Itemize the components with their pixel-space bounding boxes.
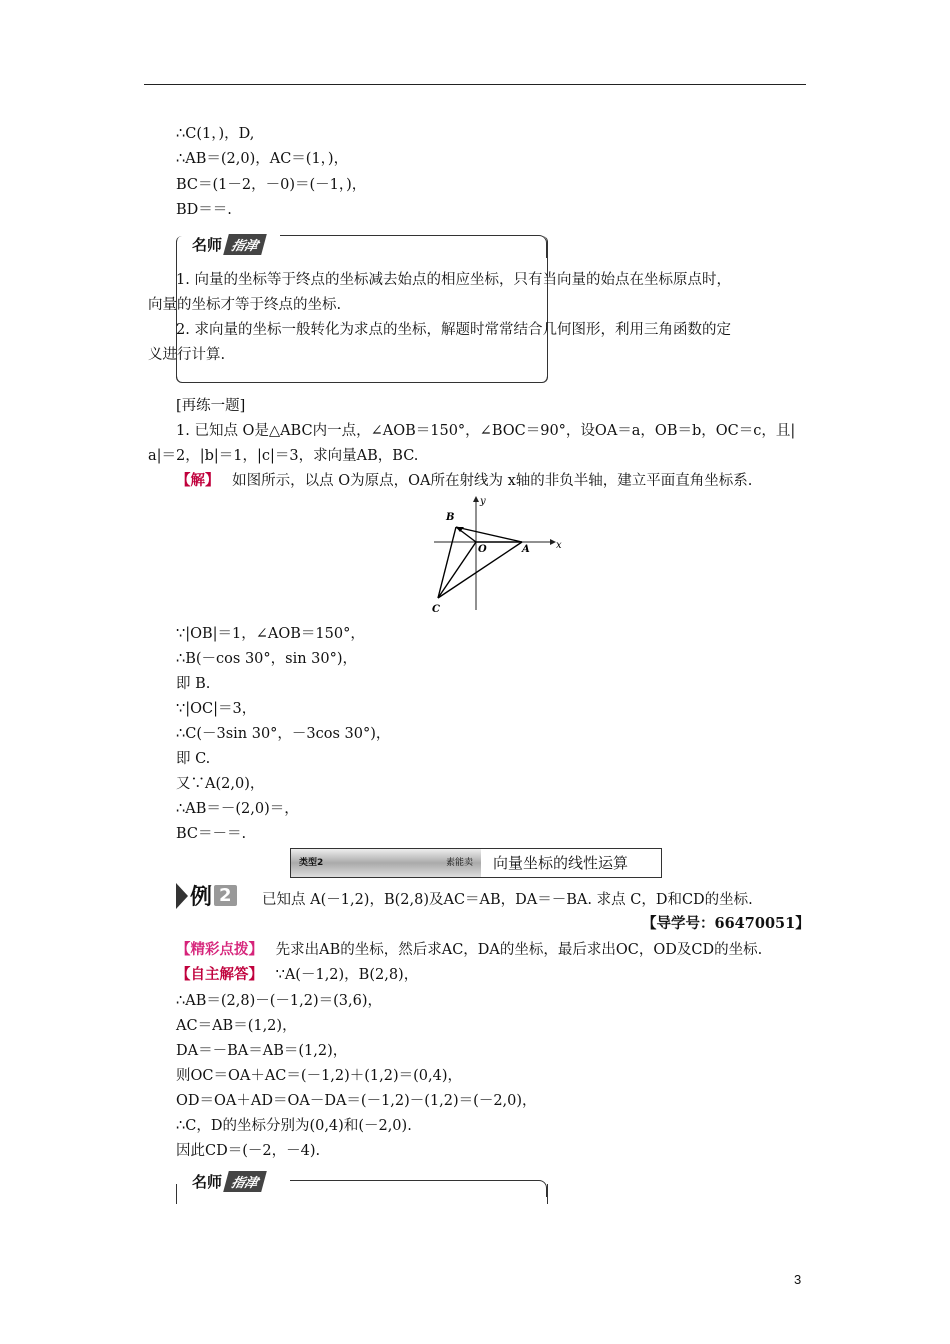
- answer-line: [176, 965, 418, 985]
- y-axis-arrow: [473, 496, 479, 502]
- tip-label-2: [186, 1170, 264, 1192]
- solution-tag: 【解】: [176, 472, 220, 489]
- label-c: C: [432, 604, 440, 615]
- sol-line-3: 即 B.: [176, 676, 211, 692]
- answer-line-1: ∴AB＝(2,8)－(－1,2)＝(3,6)，: [176, 993, 382, 1009]
- example-label: 例: [190, 885, 213, 910]
- label-y: y: [480, 496, 486, 507]
- practice-problem-2: a|＝2，|b|＝1，|c|＝3，求向量AB，BC.: [148, 448, 419, 464]
- sol-line-9: BC＝－＝.: [176, 826, 247, 842]
- tip-label-b: 指津: [223, 234, 267, 255]
- answer-line-3: DA＝－BA＝AB＝(1,2)，: [176, 1043, 348, 1059]
- section-title: 向量坐标的线性运算: [493, 854, 629, 872]
- label-x: x: [556, 540, 562, 551]
- sol-line-7: 又∵A(2,0)，: [176, 776, 265, 792]
- tip-box-bottom-edge: [176, 368, 548, 383]
- tip-label-a: 名师: [192, 235, 223, 254]
- tip-line-3: 2. 求向量的坐标一般转化为求点的坐标，解题时常常结合几何图形，利用三角函数的定: [176, 322, 731, 338]
- label-a: A: [522, 544, 530, 555]
- type-bar-left: 类型2: [299, 858, 324, 868]
- tip-box-top-edge: [280, 235, 547, 258]
- answer-tag: 【自主解答】: [176, 966, 263, 983]
- tip-label-2-a: 名师: [192, 1172, 223, 1191]
- sol-line-8: ∴AB＝－(2,0)＝，: [176, 801, 299, 817]
- practice-problem-1: 1. 已知点 O是△ABC内一点，∠AOB＝150°，∠BOC＝90°，设OA＝a，OB＝b，OC＝c，且|: [176, 423, 796, 439]
- hint-line: [176, 940, 762, 960]
- answer-line-2: AC＝AB＝(1,2)，: [176, 1018, 297, 1034]
- tip-line-1: 1. 向量的坐标等于终点的坐标减去始点的相应坐标，只有当向量的始点在坐标原点时，: [176, 272, 731, 288]
- example-text: 已知点 A(－1,2)，B(2,8)及AC＝AB，DA＝－BA. 求点 C，D和CD的坐标.: [262, 892, 753, 908]
- practice-header: [再练一题]: [176, 398, 246, 414]
- tip-line-4: 义进行计算.: [148, 347, 226, 363]
- solution-intro: 如图所示，以点 O为原点，OA所在射线为 x轴的非负半轴，建立平面直角坐标系.: [232, 473, 753, 489]
- guide-number: 【导学号：66470051】: [642, 915, 810, 932]
- page-number: 3: [794, 1272, 802, 1287]
- sol-line-6: 即 C.: [176, 751, 211, 767]
- line-bd: BD＝＝.: [176, 202, 232, 218]
- vector-oc: [438, 542, 476, 598]
- example-badge: [176, 880, 237, 911]
- coordinate-figure: [420, 494, 560, 618]
- practice-solution: [176, 471, 752, 491]
- sol-line-4: ∵|OC|＝3，: [176, 701, 257, 717]
- section-type-bar: [290, 848, 662, 878]
- type-bar-label-area: [291, 849, 481, 877]
- hint-tag: 【精彩点拨】: [176, 941, 263, 958]
- sol-line-5: ∴C(－3sin 30°，－3cos 30°)，: [176, 726, 391, 742]
- line-bc: BC＝(1－2，－0)＝(－1，)，: [176, 177, 367, 193]
- tip-label: [186, 233, 264, 255]
- header-rule: [144, 84, 806, 85]
- answer-line-7: 因此CD＝(－2，－4).: [176, 1143, 321, 1159]
- label-o: O: [478, 544, 487, 555]
- hint-text: 先求出AB的坐标，然后求AC，DA的坐标，最后求出OC，OD及CD的坐标.: [275, 942, 763, 958]
- sol-line-2: ∴B(－cos 30°，sin 30°)，: [176, 651, 358, 667]
- answer-line-5: OD＝OA＋AD＝OA－DA＝(－1,2)－(1,2)＝(－2,0)，: [176, 1093, 537, 1109]
- type-bar-right: 素能卖: [445, 858, 473, 868]
- sol-line-1: ∵|OB|＝1，∠AOB＝150°，: [176, 626, 365, 642]
- tip-label-2-b: 指津: [223, 1171, 267, 1192]
- answer-line-4: 则OC＝OA＋AC＝(－1,2)＋(1,2)＝(0,4)，: [176, 1068, 463, 1084]
- line-ab-ac: ∴AB＝(2,0)，AC＝(1，)，: [176, 151, 349, 167]
- answer-first: ∵A(－1,2)，B(2,8)，: [275, 967, 419, 983]
- example-number: 2: [214, 885, 237, 906]
- tip-box-2-top-edge: [290, 1180, 547, 1197]
- answer-line-6: ∴C，D的坐标分别为(0,4)和(－2,0).: [176, 1118, 412, 1134]
- label-b: B: [446, 512, 455, 523]
- chevron-icon: [176, 883, 188, 909]
- line-c-d: ∴C(1，)，D,: [176, 126, 255, 142]
- tip-line-2: 向量的坐标才等于终点的坐标.: [148, 297, 342, 313]
